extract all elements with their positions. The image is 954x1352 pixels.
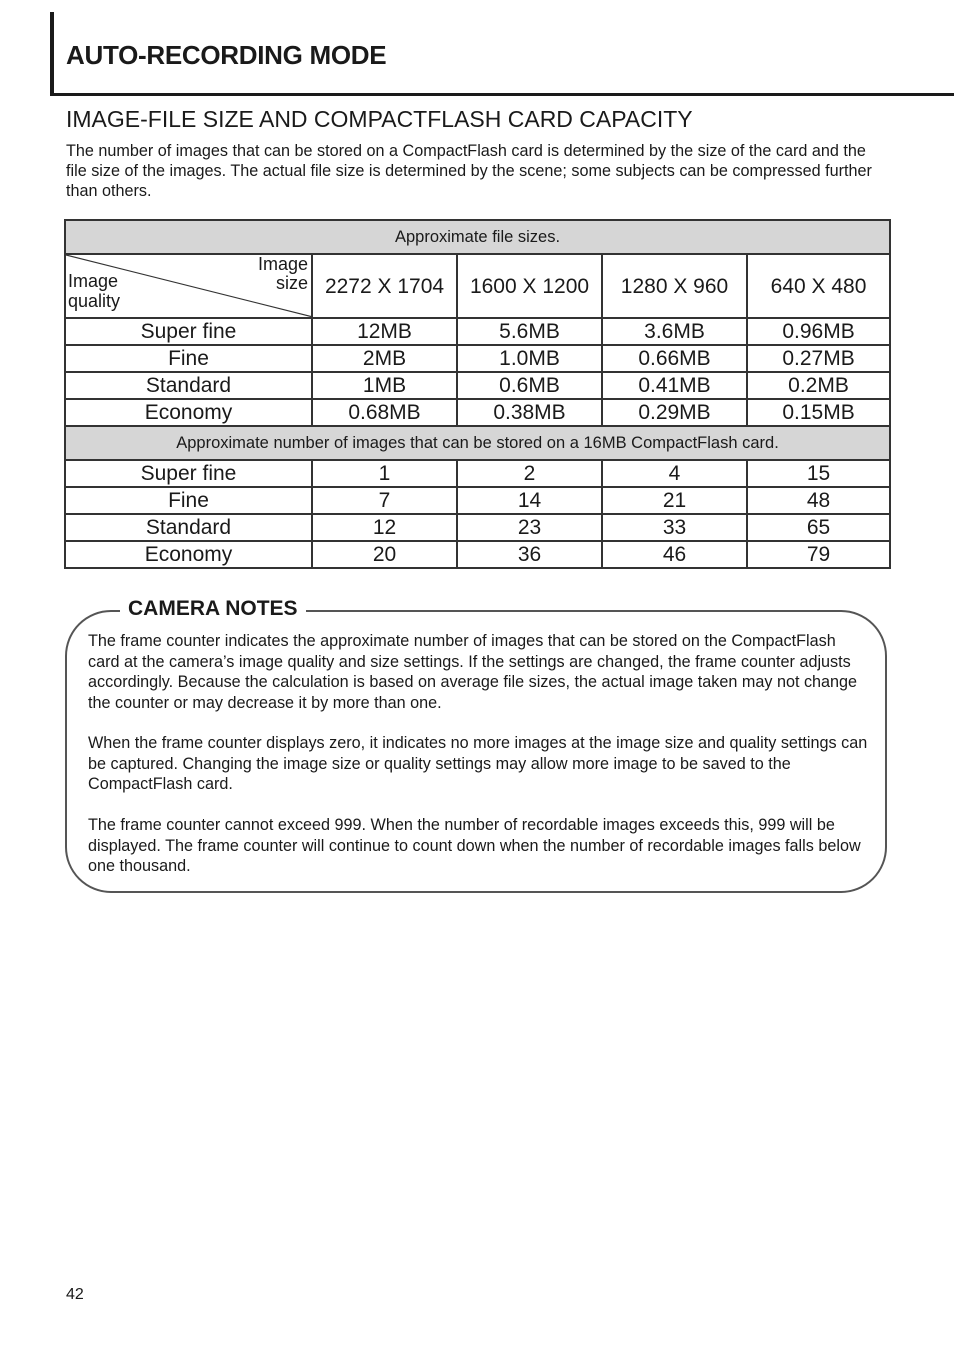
table-row [65, 345, 890, 372]
table-row [65, 318, 890, 345]
table-cell: 48 [747, 487, 890, 514]
quality-cell: Economy [65, 541, 312, 568]
table-cell: 1.0MB [457, 345, 602, 372]
table-row [65, 514, 890, 541]
table-cell: 33 [602, 514, 747, 541]
table-cell: 1MB [312, 372, 457, 399]
table-cell: 5.6MB [457, 318, 602, 345]
quality-cell: Economy [65, 399, 312, 426]
section-title: IMAGE-FILE SIZE AND COMPACTFLASH CARD CAPACITY [66, 106, 693, 132]
table-cell: 79 [747, 541, 890, 568]
table-cell: 0.27MB [747, 345, 890, 372]
corner-header-cell [65, 254, 312, 318]
table-cell: 20 [312, 541, 457, 568]
table-cell: 0.15MB [747, 399, 890, 426]
table-cell: 15 [747, 460, 890, 487]
column-header: 1600 X 1200 [457, 254, 602, 318]
table-cell: 46 [602, 541, 747, 568]
notes-paragraph: When the frame counter displays zero, it indicates no more images at the image size and quality settings can be captured. Changing the image size or quality settings may allow more image to be saved to the CompactFlash card. [88, 734, 868, 793]
quality-cell: Standard [65, 514, 312, 541]
table-row [65, 372, 890, 399]
image-size-label [258, 255, 308, 293]
table-cell: 0.29MB [602, 399, 747, 426]
table-cell: 12 [312, 514, 457, 541]
table-cell: 0.2MB [747, 372, 890, 399]
table-cell: 23 [457, 514, 602, 541]
table-cell: 7 [312, 487, 457, 514]
table-cell: 21 [602, 487, 747, 514]
quality-cell: Super fine [65, 460, 312, 487]
table-cell: 0.38MB [457, 399, 602, 426]
table-row [65, 460, 890, 487]
notes-paragraph: The frame counter indicates the approximate number of images that can be stored on the CompactFlash card at the camera’s image quality and size settings. If the settings are changed, the frame counter adjusts accordingly. Because the calculation is based on average file sizes, the actual image taken may not change the counter or may decrease it by more than one. [88, 632, 858, 712]
column-header: 640 X 480 [747, 254, 890, 318]
table-row [65, 399, 890, 426]
image-quality-label-line2: quality [68, 291, 121, 311]
quality-cell: Standard [65, 372, 312, 399]
table-cell: 4 [602, 460, 747, 487]
table-cell: 12MB [312, 318, 457, 345]
table-band-row [65, 220, 890, 254]
column-header: 2272 X 1704 [312, 254, 457, 318]
image-count-heading: Approximate number of images that can be stored on a 16MB CompactFlash card. [65, 426, 890, 460]
table-cell: 14 [457, 487, 602, 514]
table-cell: 2MB [312, 345, 457, 372]
quality-cell: Fine [65, 345, 312, 372]
table-cell: 2 [457, 460, 602, 487]
image-size-label-line1: Image [257, 254, 308, 274]
table-cell: 3.6MB [602, 318, 747, 345]
capacity-table [64, 219, 891, 569]
table-cell: 0.68MB [312, 399, 457, 426]
file-size-heading: Approximate file sizes. [65, 220, 890, 254]
page-number: 42 [66, 1286, 84, 1303]
table-row [65, 487, 890, 514]
table-cell: 0.6MB [457, 372, 602, 399]
image-quality-label-line1: Image [68, 271, 119, 291]
notes-paragraph: The frame counter cannot exceed 999. When the number of recordable images exceeds this, 999 will be displayed. The frame counter will continue to count down when the number of recordable images falls below one thousand. [88, 816, 861, 875]
table-band-row [65, 426, 890, 460]
page-title: AUTO-RECORDING MODE [66, 40, 387, 70]
table-row [65, 541, 890, 568]
intro-paragraph: The number of images that can be stored on a CompactFlash card is determined by the size of the card and the file size of the images. The actual file size is determined by the scene; some subjects can be compressed further than others. [66, 142, 872, 200]
image-quality-label [68, 271, 120, 311]
camera-notes-title: CAMERA NOTES [120, 597, 306, 621]
column-header: 1280 X 960 [602, 254, 747, 318]
table-cell: 0.96MB [747, 318, 890, 345]
table-cell: 0.66MB [602, 345, 747, 372]
image-size-label-line2: size [275, 273, 308, 293]
table-cell: 65 [747, 514, 890, 541]
quality-cell: Super fine [65, 318, 312, 345]
table-cell: 1 [312, 460, 457, 487]
table-cell: 0.41MB [602, 372, 747, 399]
quality-cell: Fine [65, 487, 312, 514]
table-header-row [65, 254, 890, 318]
table-cell: 36 [457, 541, 602, 568]
